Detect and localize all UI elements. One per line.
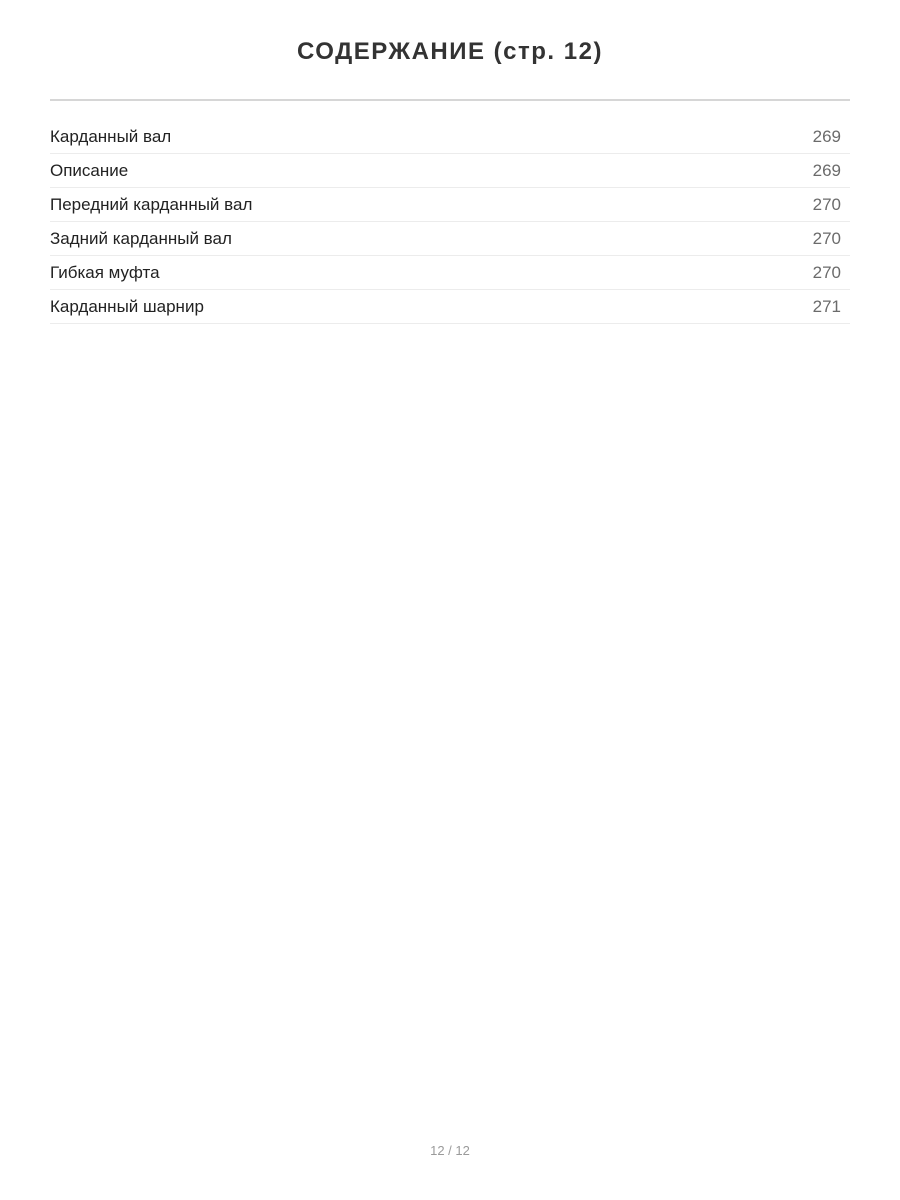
- toc-entry-label: Описание: [50, 160, 129, 180]
- toc-entry-label: Передний карданный вал: [50, 194, 253, 214]
- toc-list: [50, 120, 850, 324]
- toc-entry-description[interactable]: [50, 154, 850, 188]
- toc-entry-flexible-coupling[interactable]: [50, 256, 850, 290]
- toc-entry-label: Гибкая муфта: [50, 262, 160, 282]
- toc-entry-page-number: 269: [812, 160, 841, 180]
- page-indicator: 12 / 12: [430, 1143, 470, 1158]
- toc-entry-rear-cardan-shaft[interactable]: [50, 222, 850, 256]
- toc-entry-label: Карданный вал: [50, 126, 172, 146]
- toc-entry-page-number: 270: [812, 228, 841, 248]
- toc-entry-page-number: 271: [812, 296, 841, 316]
- toc-entry-cardan-shaft[interactable]: [50, 120, 850, 154]
- toc-entry-page-number: 270: [812, 194, 841, 214]
- toc-entry-page-number: 270: [812, 262, 841, 282]
- toc-entry-front-cardan-shaft[interactable]: [50, 188, 850, 222]
- title-divider: [50, 99, 850, 101]
- toc-entry-label: Задний карданный вал: [50, 228, 232, 248]
- toc-entry-label: Карданный шарнир: [50, 296, 204, 316]
- toc-entry-page-number: 269: [812, 126, 841, 146]
- page-title: СОДЕРЖАНИЕ (стр. 12): [297, 38, 603, 65]
- toc-entry-universal-joint[interactable]: [50, 290, 850, 324]
